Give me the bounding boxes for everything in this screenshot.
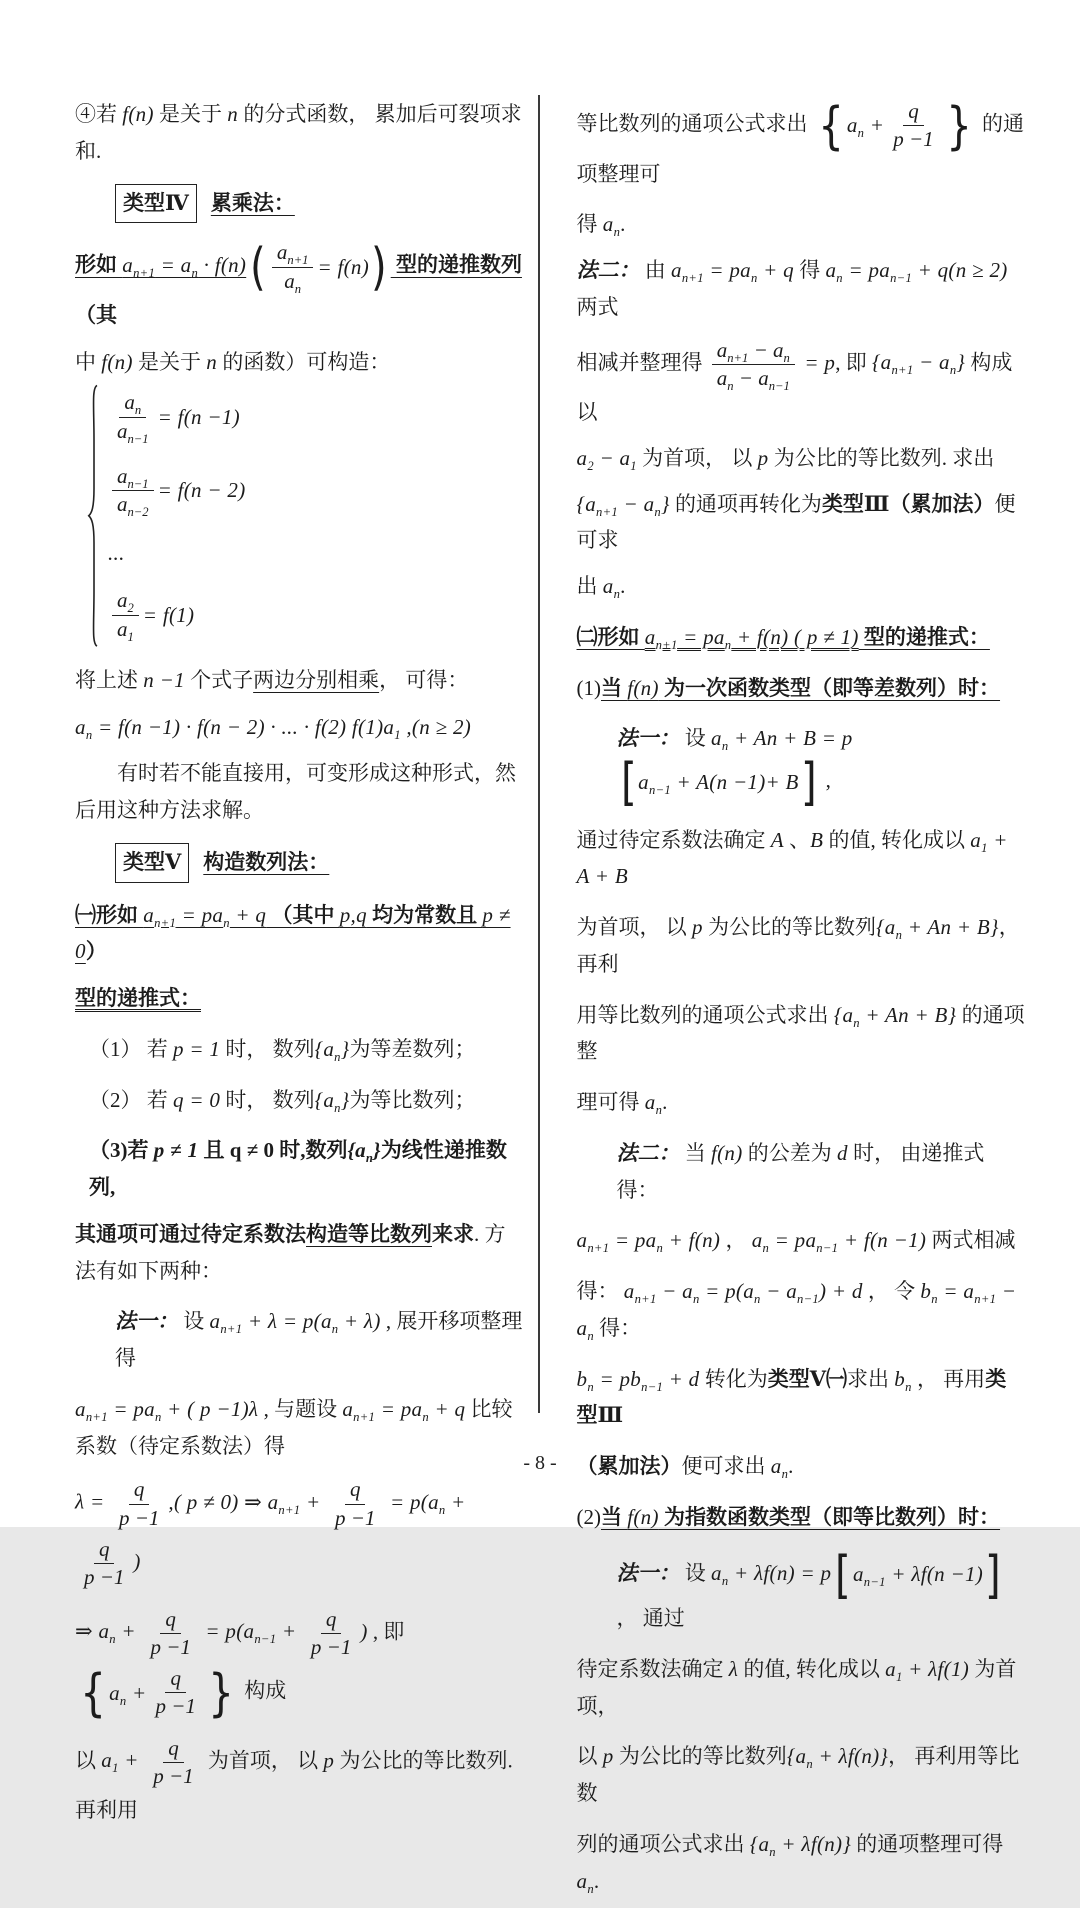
- cases-row: [108, 585, 246, 645]
- text-run: 有时若不能直接用，可变形成这种形式，然后用这种方法求解。: [75, 761, 516, 823]
- text-run: ， 令: [862, 1279, 921, 1304]
- type-v-form-1-title: [75, 980, 524, 1017]
- denominator: $a_{n-2}$: [117, 492, 149, 520]
- text-run: 型的递推数列: [390, 252, 522, 277]
- text-run: 累乘法：: [210, 190, 295, 215]
- text-run: 两式相减: [926, 1228, 1016, 1253]
- open-delimiter-icon: (: [250, 236, 266, 296]
- math-run: $\{a_{n+1} - a_n\}$: [576, 491, 670, 519]
- text-run: 法一：: [115, 1309, 178, 1334]
- two-equations: [577, 1222, 1026, 1259]
- fraction: [712, 337, 795, 393]
- text-run: 个式子: [184, 667, 254, 692]
- text-run: . 方法有如下两种：: [75, 1221, 506, 1283]
- subtract-let-bn: [577, 1273, 1026, 1347]
- text-run: （1） 若: [89, 1036, 173, 1061]
- math-run: $a_{n+1} = pa_n + f(n)$ ( p ≠ 1): [644, 624, 859, 653]
- text-run: 为等差数列；: [349, 1036, 476, 1061]
- math-run: $a_{n+1} = pa_n + f(n)$: [576, 1228, 721, 1256]
- text-run: 法二：: [616, 1140, 680, 1165]
- math-run: $a_n + \lambda f(n) = p$: [711, 1560, 832, 1588]
- math-run: $a_{n+1} + \lambda = p(a_n + \lambda)$: [209, 1309, 381, 1337]
- get-an: [577, 206, 1026, 243]
- math-run: f(n): [627, 675, 659, 700]
- type-iv-form: [75, 237, 524, 333]
- delimited-group: [833, 1544, 1002, 1604]
- numerator: q: [129, 1476, 150, 1504]
- math-run: ,( p ≠ 0) ⇒ $a_{n+1}$ +: [168, 1489, 326, 1518]
- numerator: $a_2$: [112, 587, 139, 615]
- denominator: $a_1$: [117, 616, 134, 644]
- fraction: [272, 239, 314, 295]
- math-run: $a_2 - a_1$: [576, 445, 637, 474]
- numerator: $a_{n+1} - a_n$: [712, 337, 795, 365]
- geometric-formula-continue: [577, 96, 1026, 192]
- text-run: 的分式函数， 累加后可裂项求和.: [75, 102, 522, 163]
- math-run: $a_{n+1} = pa_n + q$: [342, 1396, 466, 1425]
- denominator: p −1: [310, 1634, 352, 1659]
- math-run: $a_n$: [602, 574, 621, 602]
- math-run: f(n): [711, 1140, 743, 1165]
- first-term-ratio: [75, 1733, 524, 1829]
- math-run: $\{a_n\}$: [347, 1138, 381, 1166]
- delimited-group: [248, 237, 388, 297]
- text-run: 为首项， 以: [636, 445, 758, 470]
- bn-recurrence: [577, 1361, 1026, 1435]
- math-run: ⇒ $a_n$ +: [75, 1619, 142, 1647]
- denominator: p −1: [334, 1505, 376, 1530]
- text-run: 为公比的等比数列. 求出: [768, 445, 995, 470]
- text-run: ④若: [75, 102, 123, 126]
- text-run: ㈡形如: [576, 624, 645, 649]
- denominator: $a_n$: [284, 268, 302, 296]
- math-run: $a_n$: [576, 1868, 594, 1896]
- text-run: ， 可得：: [379, 667, 469, 692]
- text-run: 相减并整理得: [576, 350, 708, 375]
- text-run: 出: [576, 574, 603, 599]
- text-run: 为公比的等比数列. 再利用: [75, 1748, 513, 1823]
- case-p-equals-1: [89, 1031, 524, 1068]
- math-run: $\{a_n + \lambda f(n)\}$: [786, 1744, 889, 1772]
- text-run: 设: [178, 1309, 210, 1334]
- math-run: p: [692, 915, 703, 940]
- math-run: $a_{n+1} = pa_n$ + ( p −1)λ: [75, 1396, 259, 1425]
- text-run: 待定系数法确定: [576, 1656, 729, 1681]
- fraction: [145, 1606, 195, 1662]
- tidy-get-an: [577, 1084, 1026, 1121]
- numerator: q: [163, 1735, 184, 1763]
- text-run: 两边分别相乘: [253, 667, 380, 692]
- text-run: 得: [576, 212, 603, 237]
- type-v-form-2: [577, 619, 1026, 656]
- text-run: ,: [820, 768, 831, 793]
- math-run: d: [837, 1140, 848, 1165]
- fraction: [114, 1476, 164, 1532]
- math-run: = f(n − 2): [157, 478, 246, 503]
- text-run: 为等比数列；: [349, 1087, 476, 1112]
- math-run: f(n): [122, 102, 154, 126]
- two-column-layout: [75, 96, 1025, 1908]
- text-run: 转化为: [699, 1366, 768, 1391]
- text-run: 为首项， 以: [202, 1748, 324, 1773]
- cases-row: [108, 387, 246, 447]
- math-run: f(n): [101, 349, 133, 374]
- fraction: [112, 463, 154, 519]
- open-delimiter-icon: {: [817, 95, 844, 155]
- math-run: $a_{n-1} + A(n -1)+ B$: [638, 770, 799, 798]
- text-run: 求出: [847, 1366, 895, 1391]
- text-run: 将上述: [75, 667, 144, 692]
- type-label-box: 类型Ⅳ: [115, 184, 197, 224]
- text-run: 为指数函数类型（即等比数列）时：: [658, 1504, 1001, 1529]
- type-label-box: 类型Ⅴ: [115, 843, 189, 883]
- fraction: [306, 1606, 356, 1662]
- math-run: $\{a_n\}$: [314, 1087, 350, 1115]
- text-run: （3)若: [89, 1138, 154, 1163]
- method-1-setup: [115, 1303, 524, 1377]
- text-run: 为公比的等比数列: [613, 1744, 787, 1769]
- text-run: .: [662, 1090, 668, 1115]
- case-q-equals-0: [89, 1082, 524, 1119]
- math-run: $b_n = pb_{n-1} + d$: [576, 1366, 700, 1394]
- math-run: λ: [728, 1656, 739, 1681]
- numerator: q: [903, 98, 924, 126]
- fn-method-2-setup: [617, 1135, 1026, 1209]
- text-run: 当: [679, 1140, 711, 1165]
- text-run: 设: [679, 726, 711, 751]
- math-run: $a_n$: [602, 212, 621, 240]
- text-run: （2） 若: [89, 1087, 173, 1112]
- use-geometric-formula: [577, 997, 1026, 1071]
- math-run: n: [206, 349, 218, 374]
- math-run: $a_{n+1} = pa_n + q$: [143, 902, 267, 930]
- text-run: 用等比数列的通项公式求出: [576, 1002, 834, 1027]
- text-run: 法二：: [576, 258, 640, 283]
- math-run: λ =: [75, 1489, 110, 1514]
- text-run: 以: [75, 1748, 102, 1773]
- text-run: 等比数列的通项公式求出: [576, 111, 813, 136]
- text-run: 来求: [432, 1221, 474, 1246]
- text-run: 时， 数列: [220, 1036, 315, 1061]
- case-linear-recurrence: [89, 1132, 524, 1206]
- text-run: 的通项整理可得: [851, 1831, 1004, 1856]
- math-run: ...: [108, 540, 125, 565]
- convert-type-iii: [577, 486, 1026, 560]
- close-delimiter-icon: ]: [985, 1544, 1001, 1604]
- math-run: = f(1): [142, 602, 195, 627]
- text-run: 得：: [576, 1279, 624, 1304]
- delimited-group: [815, 96, 975, 156]
- fraction: [79, 1536, 129, 1592]
- text-run: 便可求出: [681, 1454, 771, 1479]
- text-run: 构造数列法：: [203, 849, 330, 874]
- math-run: $\{a_n + \lambda f(n)\}$: [749, 1831, 852, 1859]
- text-run: 且 q ≠ 0 时,数列: [198, 1138, 348, 1163]
- math-run: $b_n$: [894, 1366, 912, 1394]
- text-run: 其通项可通过待定系数法: [75, 1221, 306, 1246]
- subtract-simplify: [577, 335, 1026, 431]
- method-overview: [75, 1216, 524, 1290]
- text-run: 的通项整: [576, 1002, 1025, 1064]
- close-delimiter-icon: }: [208, 1662, 234, 1722]
- cases-row: [108, 535, 246, 572]
- text-run: 以: [576, 1744, 603, 1769]
- text-run: 时， 数列: [220, 1087, 315, 1112]
- math-run: p,q: [339, 902, 367, 927]
- determine-lambda: [577, 1651, 1026, 1725]
- first-term-p-ratio: [577, 909, 1026, 983]
- open-delimiter-icon: [: [620, 752, 637, 812]
- text-run: , 即: [835, 350, 872, 375]
- sometimes-transform-note: [75, 755, 524, 829]
- cases-system: [85, 380, 246, 652]
- text-run: 便可求: [576, 491, 1016, 553]
- text-run: 为首项，: [576, 1656, 1017, 1718]
- math-run: p: [602, 1744, 614, 1769]
- text-run: 列的通项公式求出: [576, 1831, 750, 1856]
- cases-rows: [108, 380, 246, 652]
- text-run: 为首项， 以: [576, 915, 692, 940]
- page-number: - 8 -: [523, 1452, 557, 1474]
- text-run: 中: [75, 349, 102, 374]
- math-run: = $p(a_n$ +: [384, 1489, 466, 1518]
- text-run: 型的递推式：: [858, 624, 990, 649]
- math-run: $\{a_n\}$: [314, 1036, 350, 1065]
- math-run: $a_n$ +: [109, 1680, 147, 1708]
- math-run: $a_{n-1} + \lambda f(n -1)$: [852, 1562, 984, 1590]
- text-run: 两式: [576, 294, 619, 319]
- fraction: [151, 1665, 201, 1721]
- text-run: 设: [679, 1560, 711, 1585]
- denominator: p −1: [84, 1565, 125, 1590]
- math-run: $a_n = f(n -1) \cdot f(n - 2)$ · ... · f(2) $f(1)a_1$ ,(n ≥ 2): [75, 714, 472, 742]
- text-run: 均为常数且: [366, 902, 483, 927]
- text-run: 形如: [75, 252, 123, 277]
- denominator: p −1: [155, 1694, 196, 1719]
- exp-method-1-setup: [616, 1544, 1026, 1637]
- first-term-a2-a1: [577, 440, 1026, 477]
- text-run: 的通项整理可: [576, 111, 1024, 186]
- numerator: $a_{n+1}$: [272, 239, 314, 267]
- numerator: q: [94, 1536, 115, 1564]
- text-run: 的值, 转化成以: [738, 1656, 886, 1681]
- denominator: p −1: [118, 1505, 160, 1530]
- math-run: $a_n$ +: [846, 113, 885, 141]
- math-run: A: [770, 827, 784, 852]
- math-run: $a_{n+1} = pa_n + q$: [671, 258, 794, 286]
- math-run: $a_1 + \lambda f(1)$: [885, 1656, 970, 1684]
- text-run: ， 再用: [911, 1366, 986, 1391]
- text-run: .: [620, 574, 626, 599]
- text-run: （其: [75, 302, 117, 327]
- text-run: 时， 由递推式得：: [616, 1140, 985, 1202]
- text-run: 类型Ⅲ: [576, 1366, 1007, 1428]
- math-run: ): [133, 1549, 141, 1574]
- math-run: n: [227, 102, 239, 126]
- close-delimiter-icon: ): [370, 236, 387, 296]
- cases-row: [108, 461, 246, 521]
- fraction: [148, 1735, 198, 1791]
- text-run: , 展开移项整理得: [115, 1309, 523, 1371]
- text-run: 构造等比数列: [306, 1221, 432, 1246]
- fraction: [330, 1476, 380, 1532]
- math-run: $a_n$: [644, 1090, 663, 1118]
- text-run: 当: [601, 675, 628, 700]
- denominator: p −1: [893, 127, 934, 152]
- text-run: 得：: [593, 1315, 642, 1340]
- close-delimiter-icon: ]: [800, 752, 817, 812]
- text-run: 为线性递推数列,: [89, 1138, 507, 1200]
- math-run: $b_n = a_{n+1} - a_n$: [576, 1279, 1017, 1344]
- math-run: = f(n −1): [157, 404, 240, 429]
- text-run: 类型Ⅲ（累加法）: [821, 491, 995, 516]
- sequence-construction: [75, 1604, 524, 1723]
- text-run: 构成以: [576, 350, 1013, 425]
- text-run: 得: [793, 258, 826, 283]
- multiply-both-sides: [75, 662, 524, 699]
- math-run: f(n): [627, 1504, 659, 1529]
- text-run: （其中: [266, 902, 340, 927]
- text-run: 类型Ⅴ㈠: [767, 1366, 848, 1391]
- text-run: ㈠形如: [75, 902, 144, 927]
- method-2-setup: [577, 252, 1026, 326]
- math-run: ): [360, 1619, 368, 1644]
- text-run: 当: [601, 1504, 628, 1529]
- text-run: ， 通过: [616, 1606, 685, 1630]
- math-run: q = 0: [173, 1087, 221, 1112]
- math-run: p = 1: [173, 1036, 221, 1061]
- numerator: q: [165, 1665, 186, 1693]
- text-run: 的通项再转化为: [669, 491, 822, 516]
- fn-method-1-setup: [616, 720, 1026, 812]
- math-run: $a_n$: [770, 1454, 789, 1482]
- ratio-p-sequence: [577, 1738, 1026, 1812]
- math-run: p ≠ 0: [75, 902, 511, 964]
- text-run: 比较系数（待定系数法）得: [75, 1396, 513, 1458]
- text-run: (2): [576, 1504, 601, 1529]
- text-run: .: [593, 1868, 600, 1893]
- text-run: 是关于: [132, 349, 207, 374]
- numerator: q: [321, 1606, 342, 1634]
- text-run: .: [620, 212, 626, 237]
- close-delimiter-icon: }: [945, 95, 972, 155]
- fraction: [112, 389, 154, 445]
- numerator: $a_n$: [119, 389, 146, 417]
- text-run: （累加法）: [576, 1454, 682, 1479]
- delimited-group: [619, 752, 819, 812]
- math-run: n −1: [143, 667, 185, 692]
- text-run: 的函数）可构造：: [217, 349, 391, 374]
- denominator: p −1: [150, 1634, 191, 1659]
- math-run: $a_{n+1} - a_n = p(a_n - a_{n-1}) + d$: [623, 1279, 863, 1307]
- open-delimiter-icon: [: [835, 1544, 851, 1604]
- text-run: ， 再利: [576, 915, 1020, 976]
- text-run: .: [788, 1454, 794, 1479]
- column-divider: [538, 95, 540, 1413]
- denominator: $a_{n-1}$: [117, 418, 149, 446]
- text-run: 为一次函数类型（即等差数列）时：: [658, 675, 1001, 700]
- numerator: q: [345, 1476, 366, 1504]
- right-column: [577, 96, 1026, 1908]
- denominator: p −1: [153, 1764, 194, 1789]
- numerator: $a_{n-1}$: [112, 463, 154, 491]
- text-run: 由: [639, 258, 671, 283]
- math-run: = f(n): [317, 254, 370, 279]
- left-column: [75, 96, 524, 1908]
- math-run: p ≠ 1: [153, 1138, 199, 1163]
- text-run: 的值, 转化成以: [823, 827, 971, 852]
- text-run: 理可得: [576, 1090, 645, 1115]
- math-run: $\{a_n + An + B\}$: [833, 1002, 957, 1030]
- text-run: 、: [783, 827, 811, 852]
- text-run: 为公比的等比数列: [702, 915, 877, 940]
- text-run: ）: [85, 939, 107, 964]
- math-run: $\{a_n + An + B\}$: [876, 915, 999, 943]
- math-run: $a_n = pa_{n-1} + f(n -1)$: [751, 1228, 927, 1256]
- math-run: p: [323, 1748, 335, 1773]
- numerator: q: [160, 1606, 181, 1634]
- math-run: = $p(a_{n-1}$ +: [199, 1619, 302, 1647]
- text-run: , 与题设: [258, 1396, 343, 1421]
- determine-ab: [577, 822, 1026, 896]
- text-run: , 即: [367, 1619, 405, 1644]
- denominator: $a_n - a_{n-1}$: [716, 365, 790, 394]
- text-run: (1): [576, 675, 601, 700]
- open-delimiter-icon: {: [80, 1662, 106, 1722]
- math-run: = p: [798, 350, 836, 375]
- heading-type-v: [115, 843, 524, 883]
- text-run: 构成: [239, 1678, 287, 1703]
- case-linear-fn: [577, 670, 1026, 707]
- math-run: B: [810, 827, 824, 852]
- text-run: 的公差为: [742, 1140, 838, 1165]
- math-run: p: [757, 445, 769, 470]
- text-run: ，: [720, 1228, 752, 1253]
- text-run: 法一：: [616, 726, 680, 751]
- delimited-group: [77, 1663, 237, 1723]
- math-run: $a_1 + A + B$: [576, 827, 1008, 889]
- final-tidy-get-an: [577, 1826, 1026, 1900]
- type-iv-construction: [75, 344, 524, 652]
- text-run: 通过待定系数法确定: [576, 827, 771, 852]
- case-exponential-fn: [577, 1499, 1026, 1536]
- math-run: $a_{n+1} = a_n \cdot f(n)$: [122, 252, 247, 281]
- fraction: [888, 98, 938, 154]
- fraction: [112, 587, 139, 643]
- math-run: $a_1$ +: [101, 1748, 145, 1776]
- math-run: $\{a_{n+1} - a_n\}$: [871, 350, 966, 378]
- type-v-form-1: [75, 897, 524, 971]
- math-run: $a_n + An + B = p$: [711, 726, 853, 754]
- text-run: 是关于: [153, 102, 228, 126]
- item-4-fraction-note: [75, 96, 524, 170]
- heading-type-iv: [115, 184, 524, 224]
- text-run: 型的递推式：: [75, 986, 201, 1011]
- text-run: ， 再利用等比数: [576, 1744, 1020, 1805]
- product-formula: [75, 709, 524, 746]
- math-run: $a_n = pa_{n-1} + q(n \ge 2)$: [825, 258, 1008, 286]
- out-an: [577, 568, 1026, 605]
- text-run: 法一：: [616, 1560, 680, 1585]
- lambda-derivation: [75, 1474, 524, 1593]
